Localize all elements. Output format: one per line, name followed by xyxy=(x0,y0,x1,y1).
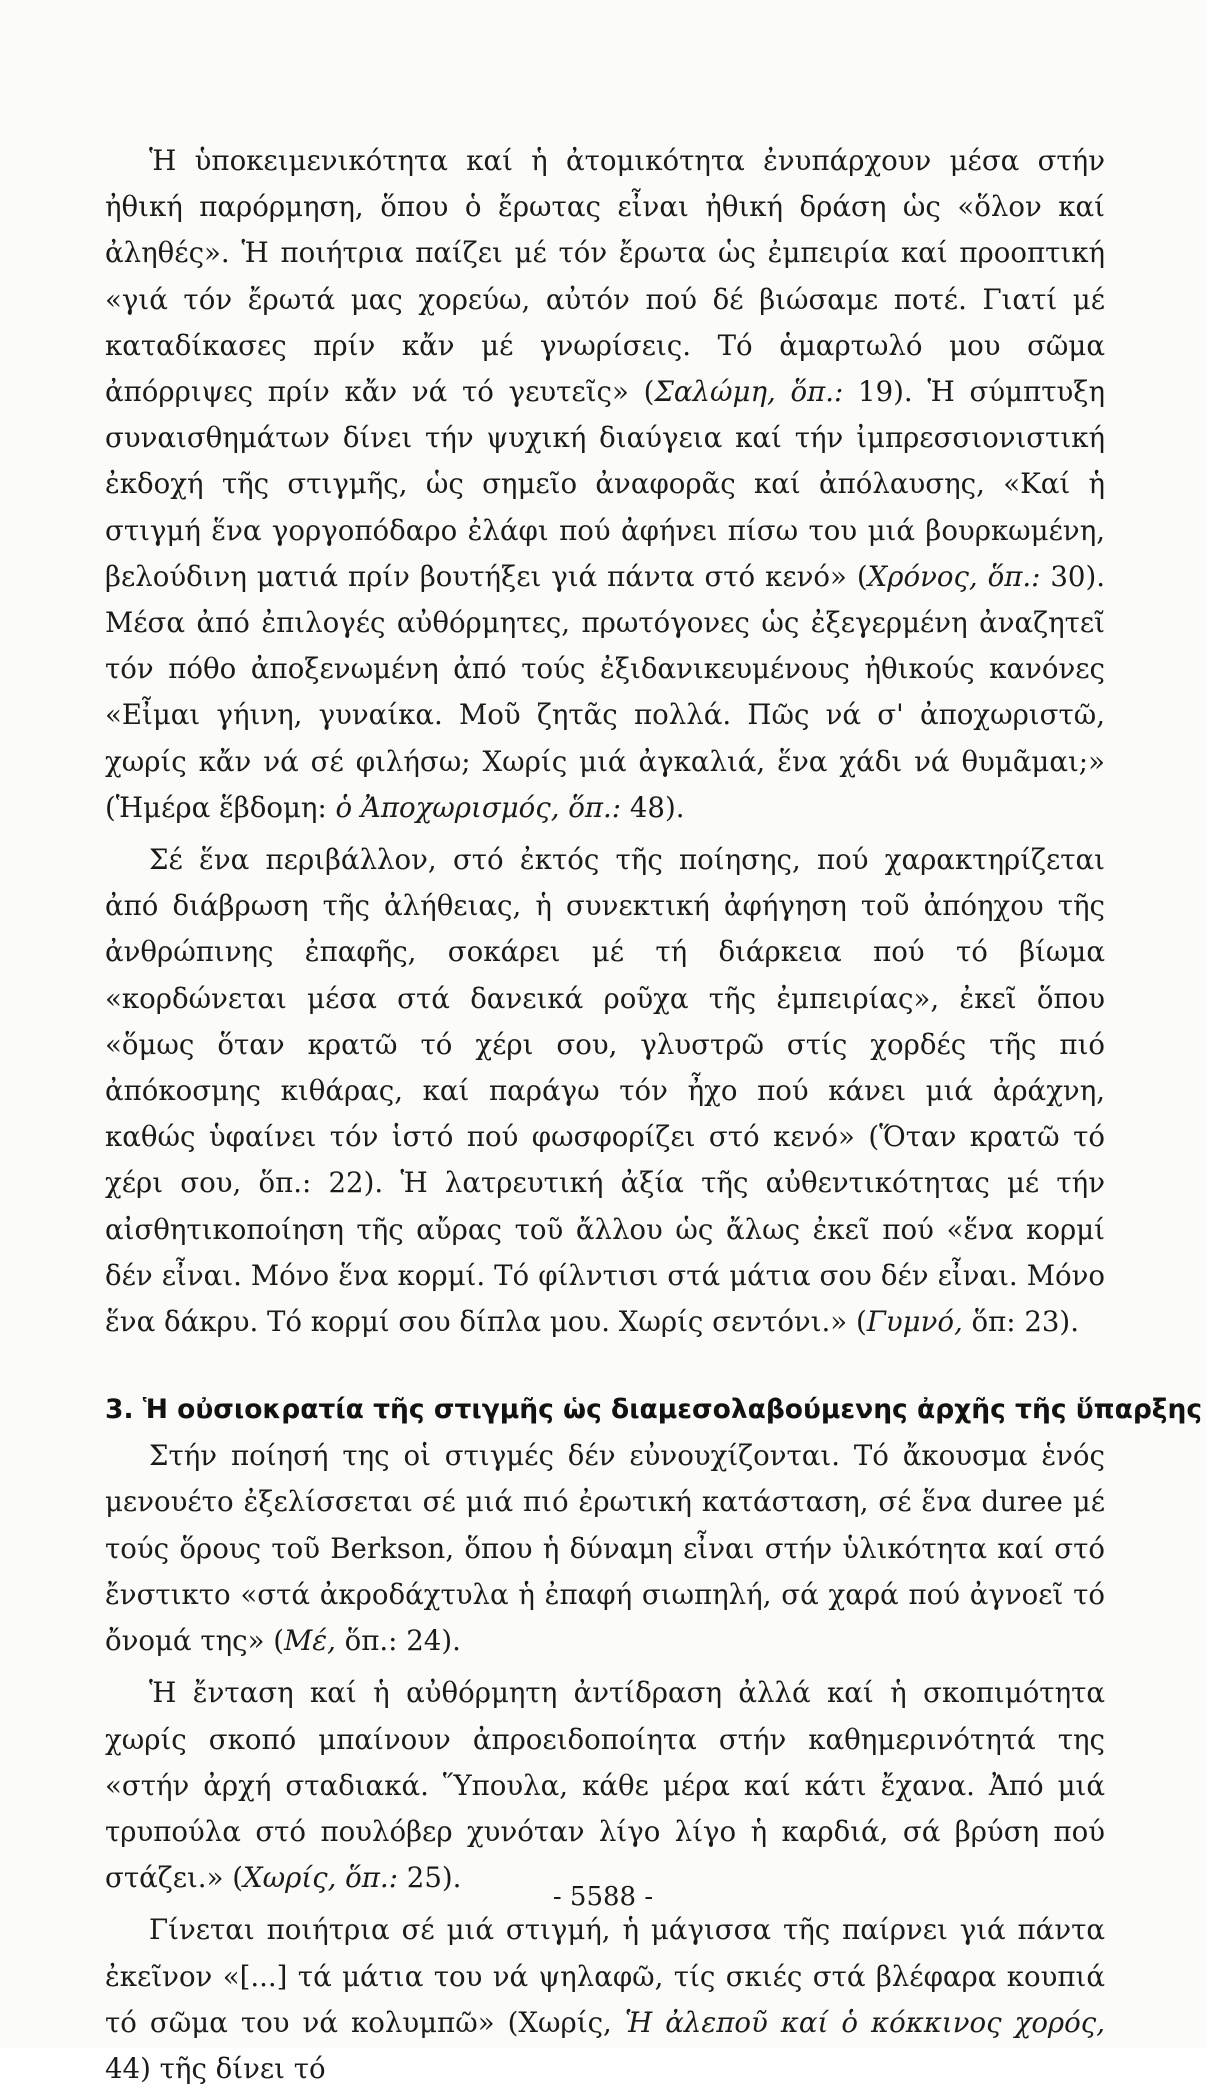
paragraph xyxy=(105,1907,1105,2092)
paragraph-text: ὅπ: 23). xyxy=(962,1305,1079,1339)
paragraph-text: Ἡ ὑποκειμενικότητα καί ἡ ἀτομικότητα ἐνυπάρχουν μέσα στήν ἠθική παρόρμηση, ὅπου ὁ ἔρωτας εἶναι ἠθική δράση ὡς «ὅλον καί ἀληθές». Ἡ ποιήτρια παίζει μέ τόν ἔρωτα ὡς ἐμπειρία καί προοπτική «γιά τόν ἔρωτά μας χορεύω, αὐτόν πού δέ βιώσαμε ποτέ. Γιατί μέ καταδίκασες πρίν κἄν μέ γνωρίσεις. Τό ἁμαρτωλό μου σῶμα ἀπόρριψες πρίν κἄν νά τό γευτεῖς» ( xyxy=(105,144,1105,409)
italic-citation: Μέ, xyxy=(284,1624,336,1658)
paragraph xyxy=(105,1670,1105,1901)
paragraphs-before-section xyxy=(105,138,1105,1345)
body-text xyxy=(105,138,1203,2092)
paragraphs-after-section xyxy=(105,1433,1105,2092)
paragraph-text: 48). xyxy=(621,790,685,824)
italic-citation: Γυμνό, xyxy=(866,1305,963,1339)
paragraph-text: Γίνεται ποιήτρια σέ μιά στιγμή, ἡ μάγισσα τῆς παίρνει γιά πάντα ἐκεῖνον «[...] τά μάτια του νά ψηλαφῶ, τίς σκιές στά βλέφαρα κουπιά τό σῶμα του νά κολυμπῶ» (Χωρίς, xyxy=(105,1913,1105,2039)
paragraph xyxy=(105,1433,1105,1664)
paragraph-text: 19). Ἡ σύμπτυξη συναισθημάτων δίνει τήν ψυχική διαύγεια καί τήν ἰμπρεσσιονιστική ἐκδοχή τῆς στιγμῆς, ὡς σημεῖο ἀναφορᾶς καί ἀπόλαυσης, «Καί ἡ στιγμή ἕνα γοργοπόδαρο ἐλάφι πού ἀφήνει πίσω του μιά βουρκωμένη, βελούδινη ματιά πρίν βουτήξει γιά πάντα στό κενό» ( xyxy=(105,375,1105,593)
page-number: - 5588 - xyxy=(552,1882,654,1912)
italic-citation: ὁ Ἀποχωρισμός, ὅπ.: xyxy=(335,790,622,824)
italic-citation: Σαλώμη, ὅπ.: xyxy=(654,375,844,409)
paragraph xyxy=(105,138,1105,831)
italic-citation: Ἡ ἀλεποῦ καί ὁ κόκκινος χορός, xyxy=(624,2005,1105,2039)
paragraph-text: 30). Μέσα ἀπό ἐπιλογές αὐθόρμητες, πρωτόγονες ὡς ἐξεγερμένη ἀναζητεῖ τόν πόθο ἀποξενωμένη ἀπό τούς ἐξιδανικευμένους ἠθικούς κανόνες «Εἶμαι γήινη, γυναίκα. Μοῦ ζητᾶς πολλά. Πῶς νά σ' ἀποχωριστῶ, χωρίς κἄν νά σέ φιλήσω; Χωρίς μιά ἀγκαλιά, ἕνα χάδι νά θυμᾶμαι;» (Ἡμέρα ἕβδομη: xyxy=(105,559,1105,824)
paragraph-text: 25). xyxy=(398,1861,462,1895)
section-title: 3. Ἡ οὐσιοκρατία τῆς στιγμῆς ὡς διαμεσολαβούμενης ἀρχῆς τῆς ὕπαρξης xyxy=(105,1394,1203,1426)
paragraph-text: Στήν ποίησή της οἱ στιγμές δέν εὐνουχίζονται. Τό ἄκουσμα ἑνός μενουέτο ἐξελίσσεται σέ μιά πιό ἐρωτική κατάσταση, σέ ἕνα duree μέ τούς ὅρους τοῦ Berkson, ὅπου ἡ δύναμη εἶναι στήν ὑλικότητα καί στό ἔνστικτο «στά ἀκροδάχτυλα ἡ ἐπαφή σιωπηλή, σά χαρά πού ἀγνοεῖ τό ὄνομά της» ( xyxy=(105,1439,1105,1658)
paragraph-text: 44) τῆς δίνει τό xyxy=(105,2051,326,2085)
paragraph-text: Σέ ἕνα περιβάλλον, στό ἐκτός τῆς ποίησης, πού χαρακτηρίζεται ἀπό διάβρωση τῆς ἀλήθειας, ἡ συνεκτική ἀφήγηση τοῦ ἀπόηχου τῆς ἀνθρώπινης ἐπαφῆς, σοκάρει μέ τή διάρκεια πού τό βίωμα «κορδώνεται μέσα στά δανεικά ροῦχα τῆς ἐμπειρίας», ἐκεῖ ὅπου «ὅμως ὅταν κρατῶ τό χέρι σου, γλυστρῶ στίς χορδές τῆς πιό ἀπόκοσμης κιθάρας, καί παράγω τόν ἦχο πού κάνει μιά ἀράχνη, καθώς ὑφαίνει τόν ἱστό πού φωσφορίζει στό κενό» (Ὅταν κρατῶ τό χέρι σου, ὅπ.: 22). Ἡ λατρευτική ἀξία τῆς αὐθεντικότητας μέ τήν αἰσθητικοποίηση τῆς αὔρας τοῦ ἄλλου ὡς ἄλως ἐκεῖ πού «ἕνα κορμί δέν εἶναι. Μόνο ἕνα κορμί. Τό φίλντισι στά μάτια σου δέν εἶναι. Μόνο ἕνα δάκρυ. Τό κορμί σου δίπλα μου. Χωρίς σεντόνι.» ( xyxy=(105,843,1105,1339)
italic-citation: Χρόνος, ὅπ.: xyxy=(867,559,1041,593)
paragraph xyxy=(105,837,1105,1345)
paragraph-text: Ἡ ἔνταση καί ἡ αὐθόρμητη ἀντίδραση ἀλλά καί ἡ σκοπιμότητα χωρίς σκοπό μπαίνουν ἀπροειδοποίητα στήν καθημερινότητά της «στήν ἀρχή σταδιακά. Ὕπουλα, κάθε μέρα καί κάτι ἔχανα. Ἀπό μιά τρυπούλα στό πουλόβερ χυνόταν λίγο λίγο ἡ καρδιά, σά βρύση πού στάζει.» ( xyxy=(105,1676,1105,1895)
italic-citation: Χωρίς, ὅπ.: xyxy=(243,1861,398,1895)
paragraph-text: ὅπ.: 24). xyxy=(335,1624,461,1658)
